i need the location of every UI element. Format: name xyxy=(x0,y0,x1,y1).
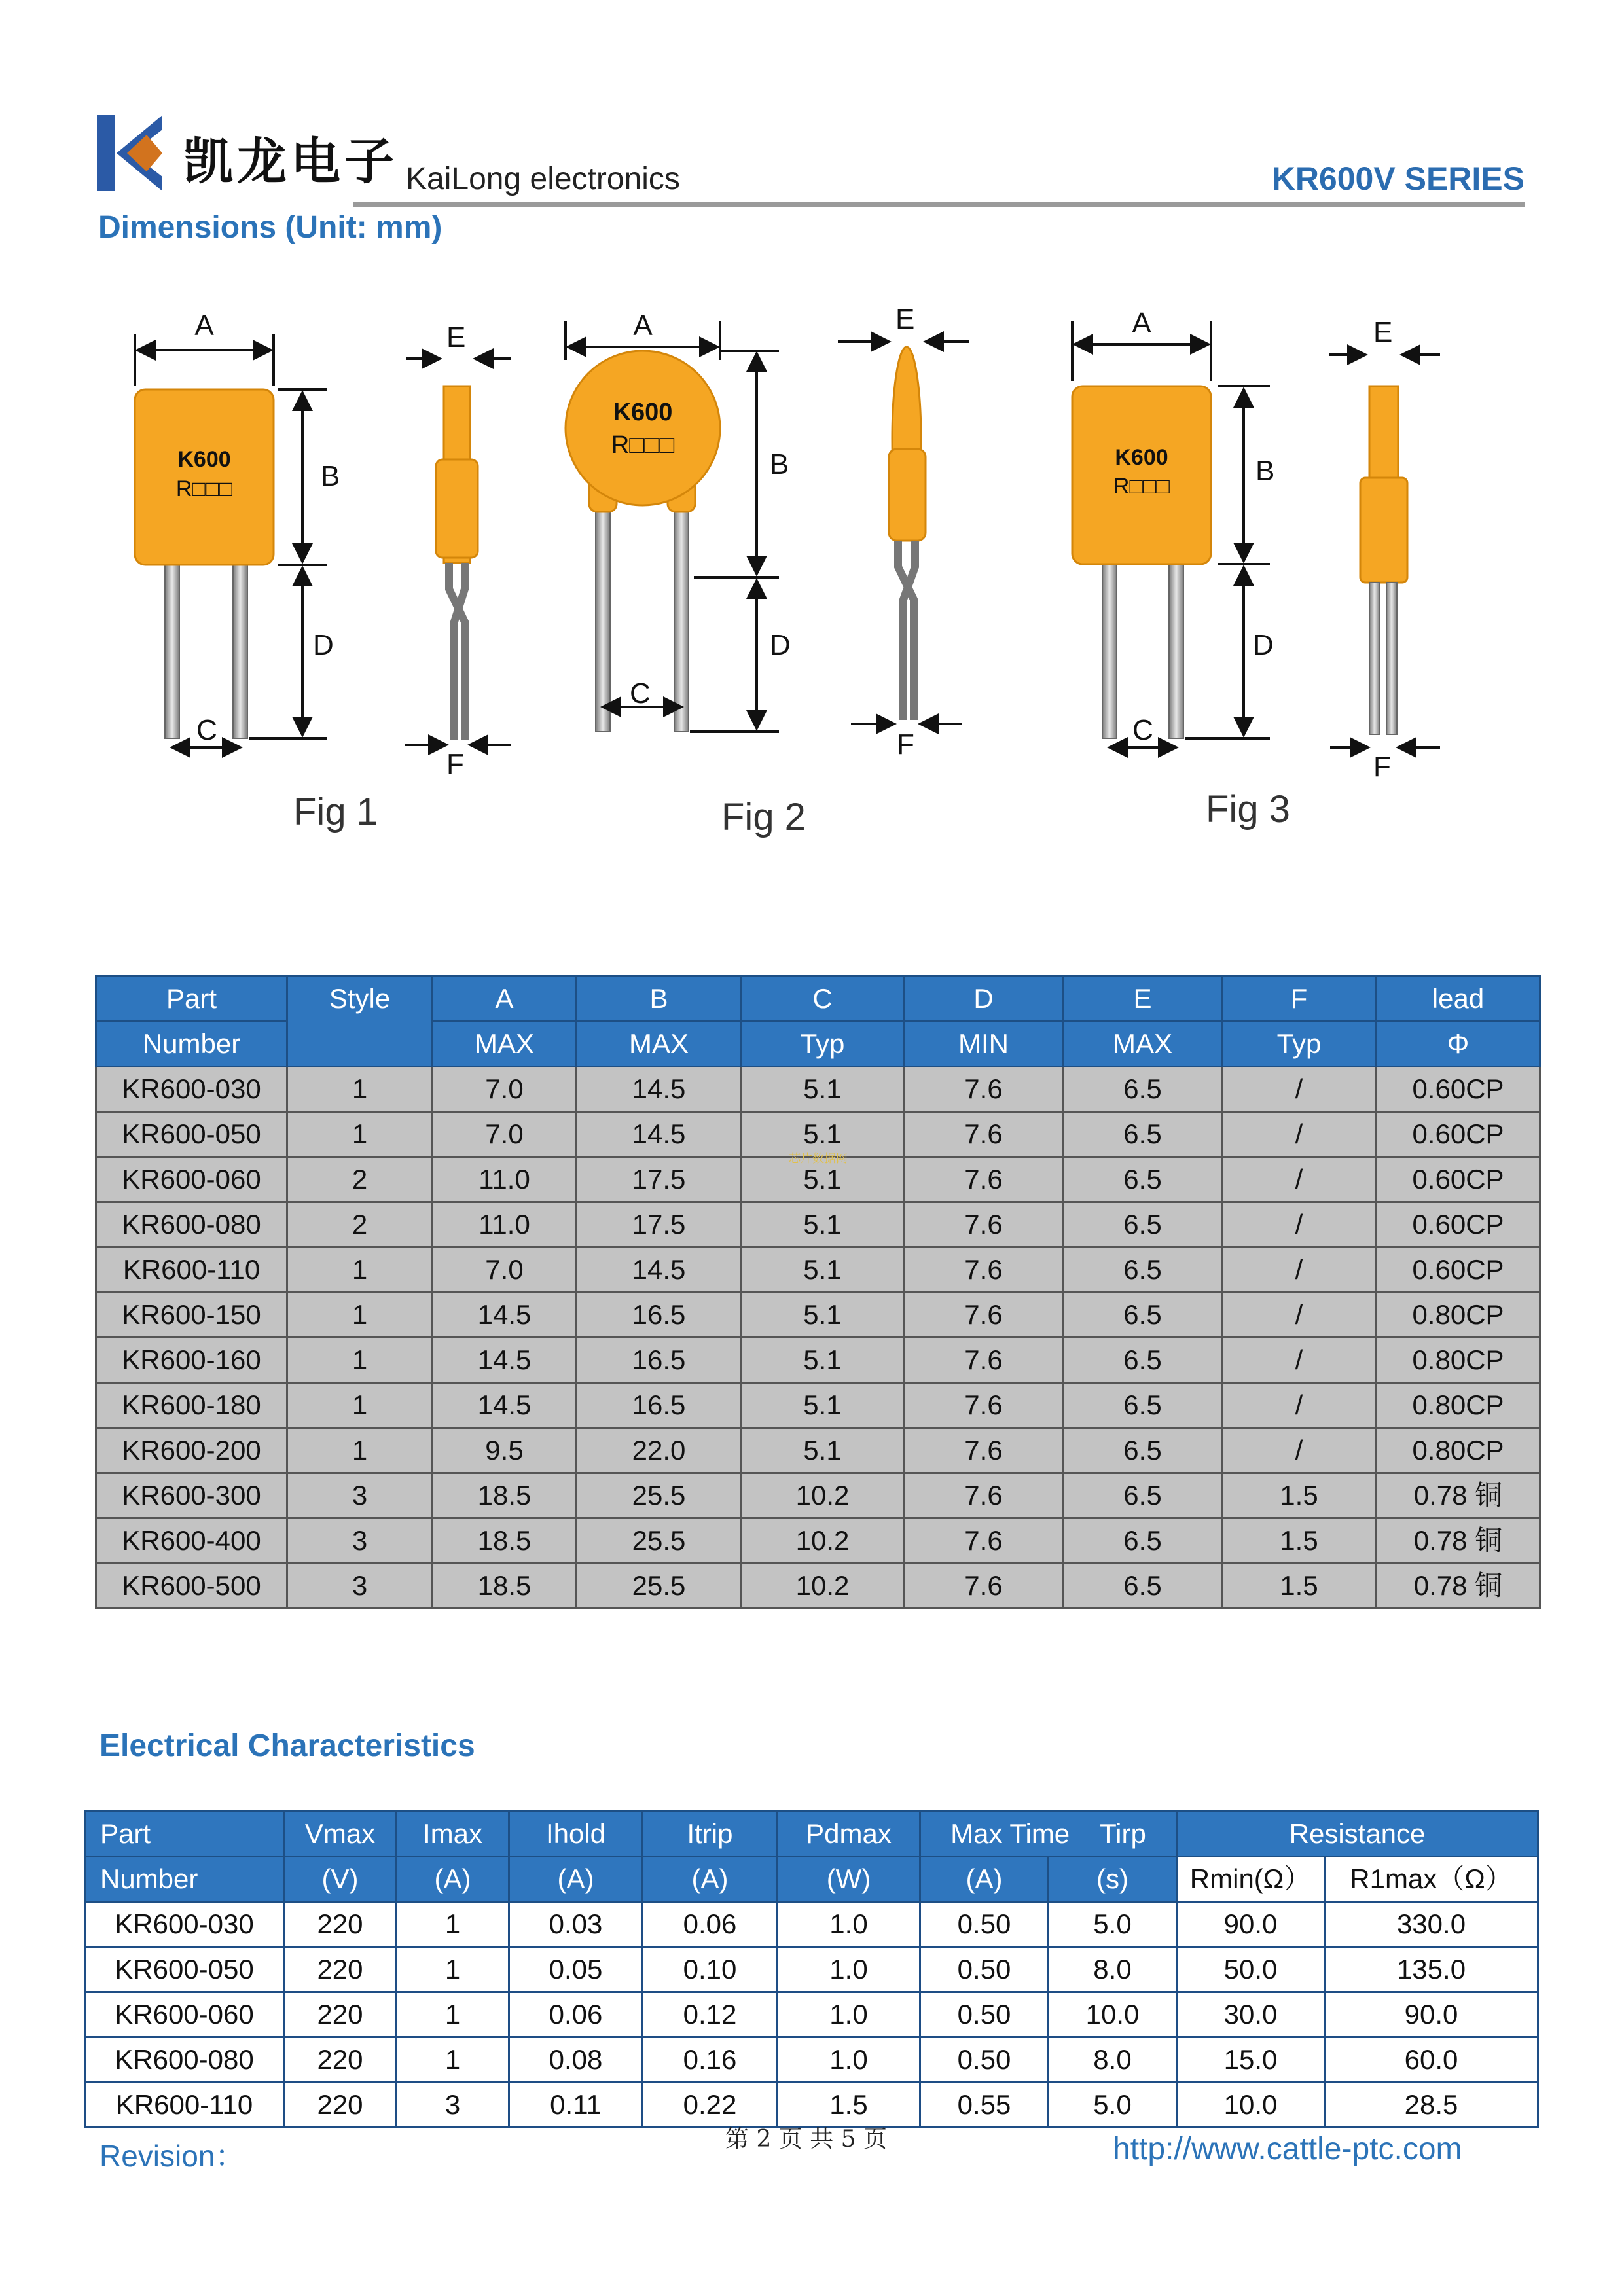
fig2-label-b: B xyxy=(770,448,789,480)
elec-cell: 0.06 xyxy=(643,1902,778,1947)
elec-unit-itrip: (A) xyxy=(643,1857,778,1902)
dim-cell: 5.1 xyxy=(742,1247,904,1293)
elec-cell: 30.0 xyxy=(1177,1992,1325,2037)
dim-table-row xyxy=(96,1518,1540,1564)
elec-cell: KR600-060 xyxy=(85,1992,284,2037)
dim-cell: 14.5 xyxy=(577,1112,742,1157)
dim-header-style: Style xyxy=(287,977,433,1067)
dim-cell: 5.1 xyxy=(742,1202,904,1247)
elec-unit-imax: (A) xyxy=(397,1857,509,1902)
fig1-label-b: B xyxy=(321,460,340,492)
dim-header-row-1 xyxy=(96,977,1540,1022)
elec-cell: 0.12 xyxy=(643,1992,778,2037)
dim-unit-lead: Φ xyxy=(1377,1022,1540,1067)
dim-cell: 17.5 xyxy=(577,1157,742,1202)
dim-cell: 22.0 xyxy=(577,1428,742,1473)
elec-unit-r1max: R1max（Ω） xyxy=(1325,1857,1538,1902)
series-title: KR600V SERIES xyxy=(1271,160,1525,197)
dim-cell: 16.5 xyxy=(577,1338,742,1383)
elec-cell: 0.16 xyxy=(643,2037,778,2083)
dim-cell: 7.6 xyxy=(904,1293,1064,1338)
dim-cell: 7.6 xyxy=(904,1383,1064,1428)
dim-cell: 17.5 xyxy=(577,1202,742,1247)
dim-cell: 5.1 xyxy=(742,1428,904,1473)
elec-header-pdmax: Pdmax xyxy=(778,1812,920,1857)
elec-cell: KR600-080 xyxy=(85,2037,284,2083)
dim-cell: 0.80CP xyxy=(1377,1428,1540,1473)
dim-cell: 1 xyxy=(287,1383,433,1428)
dim-cell: / xyxy=(1222,1428,1377,1473)
elec-cell: 220 xyxy=(284,1902,397,1947)
elec-unit-pdmax: (W) xyxy=(778,1857,920,1902)
elec-cell: 5.0 xyxy=(1049,2083,1177,2128)
company-name-english: KaiLong electronics xyxy=(406,162,680,196)
fig3-front-view xyxy=(1072,307,1290,831)
dim-cell: 14.5 xyxy=(577,1247,742,1293)
dim-cell: KR600-030 xyxy=(96,1067,287,1112)
dim-cell: 6.5 xyxy=(1064,1247,1222,1293)
elec-cell: KR600-050 xyxy=(85,1947,284,1992)
dimension-figures xyxy=(111,281,1512,870)
dim-cell: 16.5 xyxy=(577,1383,742,1428)
dim-cell: 1 xyxy=(287,1067,433,1112)
elec-cell: 10.0 xyxy=(1177,2083,1325,2128)
elec-cell: 60.0 xyxy=(1325,2037,1538,2083)
dim-cell: / xyxy=(1222,1338,1377,1383)
dim-table-row xyxy=(96,1247,1540,1293)
dim-cell: 1.5 xyxy=(1222,1518,1377,1564)
dim-cell: KR600-110 xyxy=(96,1247,287,1293)
dim-table-row xyxy=(96,1293,1540,1338)
fig3-caption: Fig 3 xyxy=(1206,788,1290,831)
elec-cell: 1.0 xyxy=(778,1992,920,2037)
dim-cell: 7.0 xyxy=(433,1067,577,1112)
dim-unit-c: Typ xyxy=(742,1022,904,1067)
dim-unit-f: Typ xyxy=(1222,1022,1377,1067)
dim-cell: 2 xyxy=(287,1202,433,1247)
elec-cell: 15.0 xyxy=(1177,2037,1325,2083)
dim-table-row xyxy=(96,1202,1540,1247)
dim-cell: 6.5 xyxy=(1064,1067,1222,1112)
dim-table-body xyxy=(96,1067,1540,1609)
fig3-label-d: D xyxy=(1253,629,1274,661)
fig1-label-a: A xyxy=(194,310,214,342)
elec-cell: 1 xyxy=(397,2037,509,2083)
dim-cell: / xyxy=(1222,1383,1377,1428)
dim-cell: / xyxy=(1222,1202,1377,1247)
dimensions-table xyxy=(95,975,1541,1609)
dim-cell: KR600-080 xyxy=(96,1202,287,1247)
elec-cell: 0.50 xyxy=(920,1902,1049,1947)
dim-cell: 7.0 xyxy=(433,1112,577,1157)
dim-header-lead: lead xyxy=(1377,977,1540,1022)
elec-header-itrip: Itrip xyxy=(643,1812,778,1857)
dim-cell: 7.0 xyxy=(433,1247,577,1293)
dim-cell: 6.5 xyxy=(1064,1202,1222,1247)
dim-cell: 6.5 xyxy=(1064,1473,1222,1518)
dim-cell: 1 xyxy=(287,1428,433,1473)
dim-cell: 7.6 xyxy=(904,1338,1064,1383)
dim-cell: KR600-400 xyxy=(96,1518,287,1564)
dim-cell: KR600-060 xyxy=(96,1157,287,1202)
fig2-label-d: D xyxy=(770,629,791,661)
dim-unit-d: MIN xyxy=(904,1022,1064,1067)
elec-cell: 90.0 xyxy=(1177,1902,1325,1947)
elec-unit-rmin: Rmin(Ω） xyxy=(1177,1857,1325,1902)
fig3-label-b: B xyxy=(1255,455,1275,487)
dim-cell: 0.60CP xyxy=(1377,1247,1540,1293)
fig2-front-view xyxy=(566,310,806,838)
dim-cell: 18.5 xyxy=(433,1518,577,1564)
page-number: 第 2 页 共 5 页 xyxy=(725,2126,888,2153)
dim-cell: 7.6 xyxy=(904,1564,1064,1609)
dim-table-row xyxy=(96,1473,1540,1518)
fig2-caption: Fig 2 xyxy=(721,796,806,838)
dim-cell: / xyxy=(1222,1293,1377,1338)
dim-cell: 10.2 xyxy=(742,1473,904,1518)
dim-cell: 1 xyxy=(287,1247,433,1293)
elec-cell: 90.0 xyxy=(1325,1992,1538,2037)
dim-cell: 10.2 xyxy=(742,1564,904,1609)
fig3-label-c: C xyxy=(1132,714,1153,746)
electrical-title: Electrical Characteristics xyxy=(99,1729,475,1763)
dim-cell: 10.2 xyxy=(742,1518,904,1564)
elec-cell: 1.5 xyxy=(778,2083,920,2128)
fig1-label-d: D xyxy=(313,629,334,661)
dim-header-part: Part xyxy=(96,977,287,1022)
elec-cell: 0.06 xyxy=(509,1992,643,2037)
dim-cell: 1.5 xyxy=(1222,1473,1377,1518)
fig1-label-e: E xyxy=(446,321,466,353)
fig2-label-f: F xyxy=(897,728,914,761)
dim-cell: 11.0 xyxy=(433,1157,577,1202)
dim-cell: 6.5 xyxy=(1064,1383,1222,1428)
dim-cell: 5.1 xyxy=(742,1067,904,1112)
dim-cell: / xyxy=(1222,1247,1377,1293)
dim-cell: 3 xyxy=(287,1564,433,1609)
dim-cell: 14.5 xyxy=(433,1293,577,1338)
fig3-label-f: F xyxy=(1373,751,1391,783)
dim-cell: 5.1 xyxy=(742,1338,904,1383)
dim-cell: KR600-160 xyxy=(96,1338,287,1383)
elec-header-vmax: Vmax xyxy=(284,1812,397,1857)
elec-header-row-1 xyxy=(85,1812,1538,1857)
dim-cell: 9.5 xyxy=(433,1428,577,1473)
dim-cell: 0.80CP xyxy=(1377,1338,1540,1383)
dim-cell: 1 xyxy=(287,1338,433,1383)
elec-cell: 0.11 xyxy=(509,2083,643,2128)
elec-cell: 0.50 xyxy=(920,1947,1049,1992)
dim-cell: 0.80CP xyxy=(1377,1383,1540,1428)
fig1-chip-label: K600 xyxy=(177,447,231,472)
dim-cell: 7.6 xyxy=(904,1473,1064,1518)
dim-cell: 0.60CP xyxy=(1377,1067,1540,1112)
elec-cell: 1.0 xyxy=(778,1947,920,1992)
elec-cell: 50.0 xyxy=(1177,1947,1325,1992)
dim-header-b: B xyxy=(577,977,742,1022)
dim-cell: 1 xyxy=(287,1112,433,1157)
fig2-chip-code: R□□□ xyxy=(611,431,675,459)
elec-cell: 0.50 xyxy=(920,2037,1049,2083)
dim-table-row xyxy=(96,1383,1540,1428)
dim-cell: KR600-050 xyxy=(96,1112,287,1157)
dim-cell: 5.1 xyxy=(742,1157,904,1202)
dim-table-row xyxy=(96,1564,1540,1609)
elec-header-number: Number xyxy=(85,1857,284,1902)
dim-cell: 25.5 xyxy=(577,1564,742,1609)
elec-unit-vmax: (V) xyxy=(284,1857,397,1902)
dim-cell: KR600-180 xyxy=(96,1383,287,1428)
dim-cell: 7.6 xyxy=(904,1067,1064,1112)
company-logo-icon xyxy=(97,115,162,191)
dim-cell: / xyxy=(1222,1067,1377,1112)
elec-cell: 135.0 xyxy=(1325,1947,1538,1992)
elec-cell: 0.22 xyxy=(643,2083,778,2128)
header-divider xyxy=(353,202,1525,207)
dim-cell: 18.5 xyxy=(433,1564,577,1609)
dim-cell: 0.60CP xyxy=(1377,1112,1540,1157)
fig1-label-f: F xyxy=(446,748,464,780)
dim-cell: 7.6 xyxy=(904,1247,1064,1293)
dim-table-row xyxy=(96,1338,1540,1383)
dim-cell: 6.5 xyxy=(1064,1518,1222,1564)
dim-cell: 7.6 xyxy=(904,1157,1064,1202)
elec-header-part: Part xyxy=(85,1812,284,1857)
elec-cell: 8.0 xyxy=(1049,2037,1177,2083)
dim-cell: 16.5 xyxy=(577,1293,742,1338)
dim-header-e: E xyxy=(1064,977,1222,1022)
dim-cell: 2 xyxy=(287,1157,433,1202)
elec-header-imax: Imax xyxy=(397,1812,509,1857)
dim-cell: 3 xyxy=(287,1473,433,1518)
elec-cell: 0.03 xyxy=(509,1902,643,1947)
watermark-text: 芯片数据网 xyxy=(789,1152,848,1165)
fig1-caption: Fig 1 xyxy=(293,791,378,833)
elec-cell: KR600-110 xyxy=(85,2083,284,2128)
dim-cell: 1.5 xyxy=(1222,1564,1377,1609)
dim-cell: 14.5 xyxy=(433,1383,577,1428)
elec-cell: KR600-030 xyxy=(85,1902,284,1947)
elec-header-row-2 xyxy=(85,1857,1538,1902)
dim-table-row xyxy=(96,1067,1540,1112)
dim-cell: KR600-150 xyxy=(96,1293,287,1338)
fig1-label-c: C xyxy=(196,714,217,746)
revision-label: Revision： xyxy=(99,2139,245,2173)
dim-header-c: C xyxy=(742,977,904,1022)
elec-cell: 1.0 xyxy=(778,1902,920,1947)
dim-cell: 1 xyxy=(287,1293,433,1338)
dim-header-d: D xyxy=(904,977,1064,1022)
dim-cell: 7.6 xyxy=(904,1202,1064,1247)
dim-cell: 6.5 xyxy=(1064,1112,1222,1157)
elec-header-resistance: Resistance xyxy=(1177,1812,1538,1857)
dim-cell: 3 xyxy=(287,1518,433,1564)
dim-cell: 6.5 xyxy=(1064,1564,1222,1609)
dim-cell: 5.1 xyxy=(742,1112,904,1157)
dim-cell: 6.5 xyxy=(1064,1428,1222,1473)
dim-cell: 6.5 xyxy=(1064,1157,1222,1202)
dim-cell: 0.80CP xyxy=(1377,1293,1540,1338)
elec-table-row xyxy=(85,2037,1538,2083)
dim-cell: 0.78 铜 xyxy=(1377,1564,1540,1609)
dim-cell: 0.60CP xyxy=(1377,1202,1540,1247)
fig3-label-a: A xyxy=(1132,307,1151,339)
dim-cell: 14.5 xyxy=(577,1067,742,1112)
elec-cell: 28.5 xyxy=(1325,2083,1538,2128)
dim-cell: 25.5 xyxy=(577,1473,742,1518)
dim-cell: 5.1 xyxy=(742,1293,904,1338)
elec-cell: 220 xyxy=(284,2083,397,2128)
dim-cell: 7.6 xyxy=(904,1112,1064,1157)
fig3-chip-code: R□□□ xyxy=(1113,474,1170,499)
elec-cell: 220 xyxy=(284,1947,397,1992)
elec-cell: 220 xyxy=(284,1992,397,2037)
dim-unit-a: MAX xyxy=(433,1022,577,1067)
dim-cell: KR600-300 xyxy=(96,1473,287,1518)
elec-unit-max-time-s: (s) xyxy=(1049,1857,1177,1902)
dim-unit-b: MAX xyxy=(577,1022,742,1067)
elec-cell: 0.08 xyxy=(509,2037,643,2083)
elec-cell: 220 xyxy=(284,2037,397,2083)
fig1-chip-code: R□□□ xyxy=(175,476,233,501)
dim-cell: 7.6 xyxy=(904,1518,1064,1564)
elec-cell: 1 xyxy=(397,1947,509,1992)
elec-cell: 1 xyxy=(397,1902,509,1947)
dim-cell: 6.5 xyxy=(1064,1293,1222,1338)
dim-cell: 5.1 xyxy=(742,1383,904,1428)
website-link[interactable]: http://www.cattle-ptc.com xyxy=(1113,2132,1462,2166)
elec-cell: 330.0 xyxy=(1325,1902,1538,1947)
fig3-chip-label: K600 xyxy=(1115,445,1168,470)
dim-cell: 25.5 xyxy=(577,1518,742,1564)
company-name-chinese: 凯龙电子 xyxy=(183,132,398,190)
elec-table-body xyxy=(85,1902,1538,2128)
electrical-table xyxy=(84,1810,1539,2128)
elec-cell: 0.50 xyxy=(920,1992,1049,2037)
dimensions-title: Dimensions (Unit: mm) xyxy=(98,210,442,245)
elec-cell: 1 xyxy=(397,1992,509,2037)
elec-table-row xyxy=(85,1992,1538,2037)
elec-header-max-time: Max Time Tirp xyxy=(920,1812,1177,1857)
dim-cell: 14.5 xyxy=(433,1338,577,1383)
dim-cell: 7.6 xyxy=(904,1428,1064,1473)
fig3-side-view xyxy=(1329,316,1440,783)
dim-header-f: F xyxy=(1222,977,1377,1022)
dim-cell: 18.5 xyxy=(433,1473,577,1518)
dim-cell: KR600-200 xyxy=(96,1428,287,1473)
dim-cell: 0.78 铜 xyxy=(1377,1473,1540,1518)
dim-cell: 0.60CP xyxy=(1377,1157,1540,1202)
elec-cell: 8.0 xyxy=(1049,1947,1177,1992)
elec-header-ihold: Ihold xyxy=(509,1812,643,1857)
elec-unit-ihold: (A) xyxy=(509,1857,643,1902)
elec-cell: 3 xyxy=(397,2083,509,2128)
dim-cell: / xyxy=(1222,1112,1377,1157)
dim-cell: KR600-500 xyxy=(96,1564,287,1609)
elec-cell: 1.0 xyxy=(778,2037,920,2083)
dim-cell: 11.0 xyxy=(433,1202,577,1247)
elec-unit-max-time-a: (A) xyxy=(920,1857,1049,1902)
elec-cell: 0.10 xyxy=(643,1947,778,1992)
dim-header-number: Number xyxy=(96,1022,287,1067)
dim-cell: 6.5 xyxy=(1064,1338,1222,1383)
fig2-chip-label: K600 xyxy=(613,399,673,426)
elec-cell: 10.0 xyxy=(1049,1992,1177,2037)
fig1-side-view xyxy=(405,321,511,780)
elec-table-row xyxy=(85,1902,1538,1947)
fig2-label-a: A xyxy=(633,310,653,342)
elec-table-row xyxy=(85,1947,1538,1992)
fig2-label-c: C xyxy=(630,677,651,709)
fig2-label-e: E xyxy=(895,303,915,335)
dim-table-row xyxy=(96,1428,1540,1473)
dim-header-a: A xyxy=(433,977,577,1022)
elec-cell: 0.05 xyxy=(509,1947,643,1992)
dim-cell: 0.78 铜 xyxy=(1377,1518,1540,1564)
elec-cell: 0.55 xyxy=(920,2083,1049,2128)
dim-cell: / xyxy=(1222,1157,1377,1202)
fig3-label-e: E xyxy=(1373,316,1393,348)
dim-unit-e: MAX xyxy=(1064,1022,1222,1067)
fig1-front-view xyxy=(135,310,378,833)
fig2-side-view xyxy=(838,303,969,761)
elec-cell: 5.0 xyxy=(1049,1902,1177,1947)
